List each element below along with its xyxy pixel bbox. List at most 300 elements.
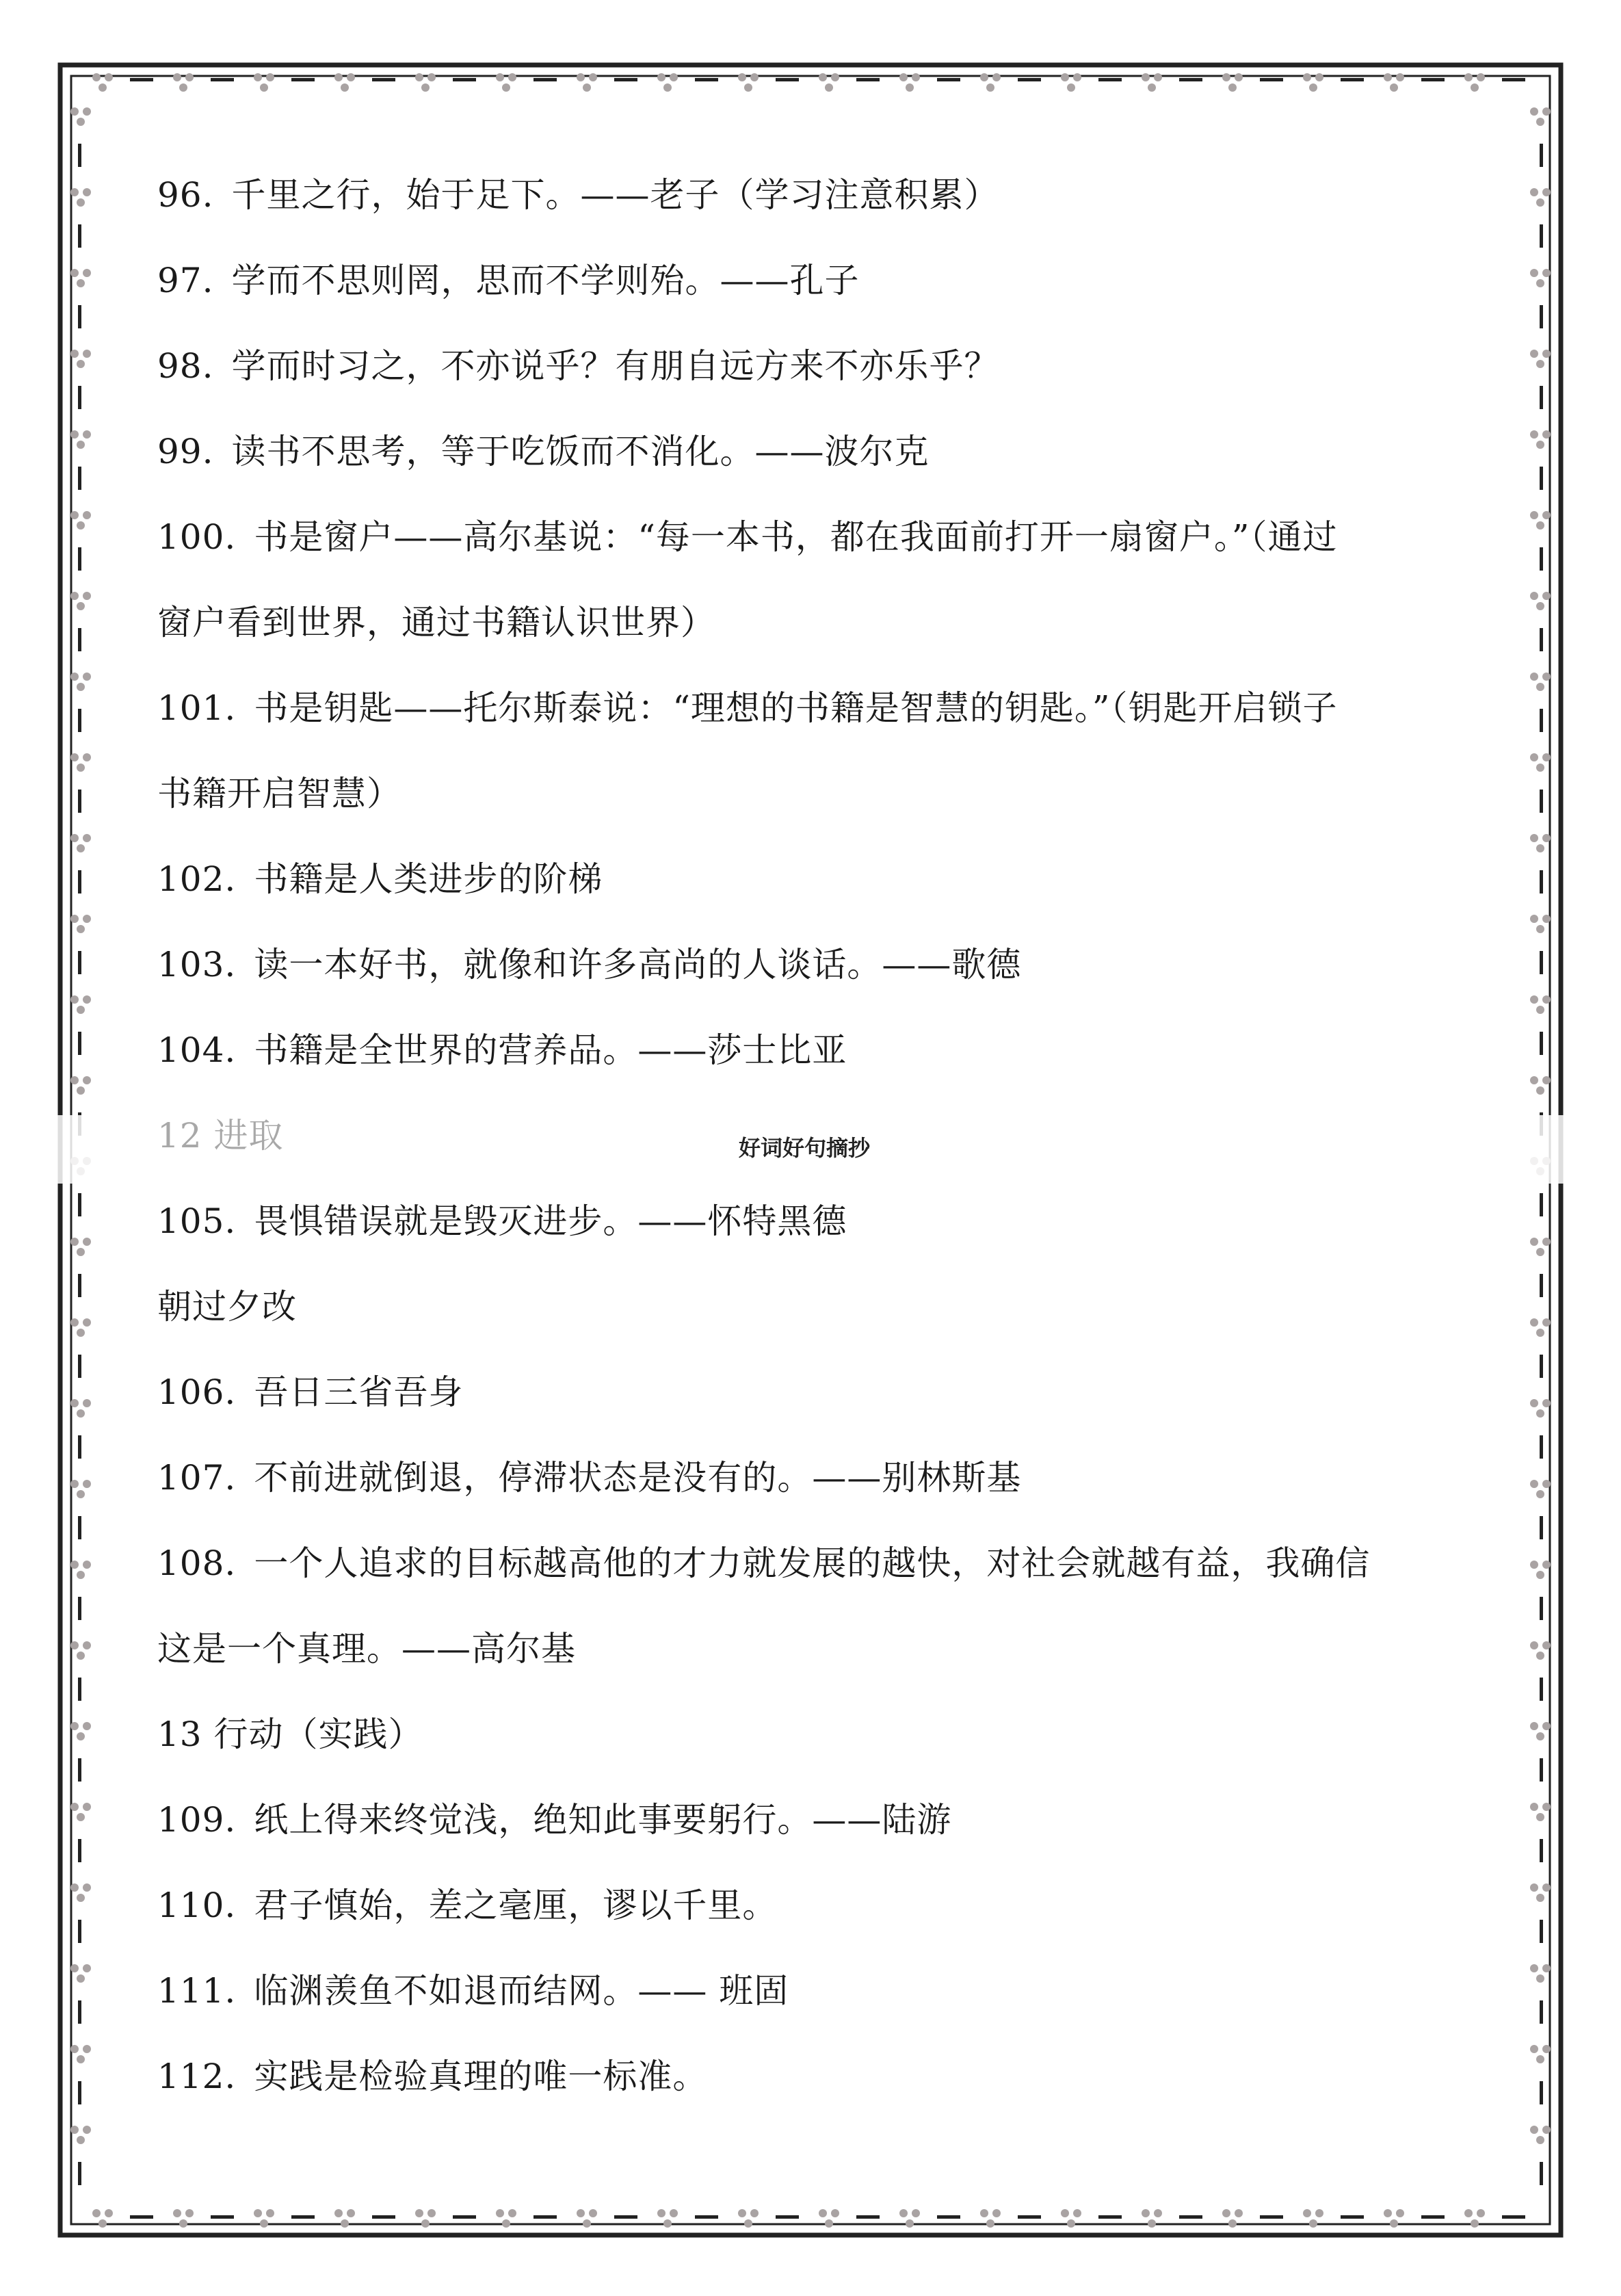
border-dot [77,1490,85,1498]
border-dot [1536,683,1544,691]
border-bar [78,1032,81,1055]
border-dot [70,834,79,842]
border-dot [77,602,85,610]
quote-text: 12 进取 [157,1116,284,1156]
border-dot [583,83,591,92]
border-dot [577,73,585,81]
border-bar [856,78,880,81]
border-dot [1073,2209,1081,2217]
quote-line [157,517,1337,558]
border-dot [70,1883,79,1892]
border-dot [1536,1652,1544,1660]
quote-number: 100. [157,517,237,557]
border-dot [1477,73,1485,81]
border-dot [1471,2219,1479,2228]
quote-number: 97. [157,261,214,300]
border-dot [1542,188,1551,196]
border-dot [1315,73,1323,81]
border-dot [1530,915,1538,923]
border-dot [1390,83,1398,92]
border-dot [1477,2209,1485,2217]
border-dot [1067,2219,1075,2228]
border-dot [70,1076,79,1084]
border-bar [78,1355,81,1378]
border-dot [738,73,746,81]
border-dot [83,995,91,1004]
border-dot [819,2209,827,2217]
quote-line [157,1628,576,1669]
border-dot [1542,350,1551,358]
border-bar [1540,1355,1543,1378]
quote-number: 105. [157,1201,237,1241]
border-dot [1530,995,1538,1004]
quote-line [157,1970,789,2011]
border-bar [1260,78,1283,81]
border-dot [77,1813,85,1821]
border-dot [77,2055,85,2063]
border-dot [70,2126,79,2134]
border-dot [1536,1409,1544,1418]
border-dot [1142,2209,1150,2217]
border-bar [937,78,960,81]
border-dot [83,1964,91,1972]
quote-line [157,1286,297,1327]
border-dot [1464,2209,1473,2217]
border-bar [78,790,81,813]
border-dot [1530,1641,1538,1649]
border-dot [1536,118,1544,126]
border-dot [266,2209,274,2217]
border-dot [83,1480,91,1488]
border-dot [1542,1722,1551,1730]
border-dot [77,764,85,772]
border-dot [83,188,91,196]
border-dot [1315,2209,1323,2217]
quote-line [157,1799,951,1840]
border-dot [508,2209,516,2217]
border-dot [1542,430,1551,439]
quote-line [157,1457,1021,1498]
border-dot [266,73,274,81]
border-dot [1536,1490,1544,1498]
right-edge-fade [1525,1115,1580,1184]
border-bar [78,1758,81,1782]
border-dot [179,2219,187,2228]
border-bar [1421,2215,1445,2219]
quote-text: 朝过夕改 [157,1287,297,1327]
quote-text: 书是钥匙——托尔斯泰说：“理想的书籍是智慧的钥匙。”（钥匙开启锁子 [254,688,1338,728]
border-dot [1530,107,1538,116]
border-dot [1542,107,1551,116]
border-bar [130,2215,153,2219]
border-bar [372,2215,395,2219]
border-dot [1536,1894,1544,1902]
border-bar [614,2215,637,2219]
border-dot [1530,1318,1538,1327]
border-bar [291,78,315,81]
border-bar [211,78,234,81]
border-dot [1530,511,1538,519]
border-bar [78,1435,81,1459]
border-dot [1536,441,1544,449]
border-dot [906,2219,914,2228]
border-dot [83,2126,91,2134]
border-dot [1536,279,1544,287]
border-dot [83,350,91,358]
border-dot [77,1329,85,1337]
watermark-label: 好词好句摘抄 [739,1135,871,1161]
border-bar [78,386,81,409]
border-bar [937,2215,960,2219]
border-dot [1542,2045,1551,2053]
border-dot [1536,360,1544,368]
border-bar [614,78,637,81]
border-dot [77,1652,85,1660]
border-dot [77,1894,85,1902]
border-dot [77,118,85,126]
quote-text: 学而不思则罔，思而不学则殆。——孔子 [231,261,860,300]
border-dot [1235,2209,1243,2217]
quote-line [157,260,860,301]
border-dot [980,73,988,81]
border-dot [496,2209,504,2217]
border-dot [1384,73,1392,81]
border-bar [776,78,799,81]
border-bar [1179,78,1202,81]
border-dot [173,2209,181,2217]
border-dot [750,73,759,81]
quote-line [157,1885,777,1926]
border-dot [1309,2219,1317,2228]
border-dot [1530,1399,1538,1407]
border-bar [1540,305,1543,328]
border-dot [105,73,113,81]
border-dot [70,2045,79,2053]
border-bar [78,1274,81,1297]
border-dot [70,915,79,923]
border-dot [1142,73,1150,81]
section-heading [157,1714,423,1755]
border-bar [130,78,153,81]
border-dot [1542,592,1551,600]
border-dot [83,1399,91,1407]
border-dot [899,2209,908,2217]
border-dot [1396,73,1404,81]
quote-number: 106. [157,1372,237,1412]
border-dot [1542,1076,1551,1084]
border-bar [453,78,476,81]
border-dot [1530,753,1538,761]
quote-number: 103. [157,945,237,984]
border-bar [291,2215,315,2219]
border-bar [1018,78,1041,81]
border-bar [78,1678,81,1701]
quote-line [157,688,1337,729]
border-dot [185,73,194,81]
quote-text: 读一本好书，就像和许多高尚的人谈话。——歌德 [254,945,1022,984]
border-dot [77,2136,85,2144]
border-dot [1542,995,1551,1004]
border-dot [83,1076,91,1084]
border-bar [78,144,81,167]
quote-line [157,859,603,900]
border-dot [899,73,908,81]
border-dot [1542,1480,1551,1488]
quote-text: 这是一个真理。——高尔基 [157,1629,576,1669]
border-bar [1540,1274,1543,1297]
border-bar [1421,78,1445,81]
border-bar [453,2215,476,2219]
border-dot [1542,1238,1551,1246]
border-bar [1540,547,1543,571]
border-dot [1530,1803,1538,1811]
border-bar [776,2215,799,2219]
border-dot [502,83,510,92]
border-dot [577,2209,585,2217]
border-dot [1536,2136,1544,2144]
quote-text: 窗户看到世界，通过书籍认识世界） [157,603,715,642]
border-dot [1390,2219,1398,2228]
quote-text: 书籍是全世界的营养品。——莎士比亚 [254,1030,847,1070]
border-dot [1228,83,1237,92]
border-bar [78,2081,81,2104]
border-dot [1154,73,1162,81]
border-bar [1502,2215,1525,2219]
border-bar [78,1839,81,1862]
border-bar [1540,2162,1543,2185]
border-dot [496,73,504,81]
border-dot [83,1641,91,1649]
border-bar [856,2215,880,2219]
border-dot [502,2219,510,2228]
border-dot [1061,2209,1069,2217]
quote-line [157,1201,847,1242]
border-dot [1536,844,1544,852]
border-dot [334,2209,343,2217]
border-dot [1536,1006,1544,1014]
border-dot [1148,83,1156,92]
border-dot [77,925,85,933]
border-dot [912,73,920,81]
border-dot [347,73,355,81]
quote-number: 96. [157,175,214,215]
quote-text: 不前进就倒退，停滞状态是没有的。——别林斯基 [254,1458,1022,1498]
quote-number: 112. [157,2057,237,2096]
border-dot [1536,764,1544,772]
border-bar [78,305,81,328]
border-dot [427,2209,436,2217]
quote-line [157,1030,847,1071]
border-bar [1540,144,1543,167]
border-dot [83,107,91,116]
quote-line [157,174,999,216]
border-bar [1341,78,1364,81]
border-bar [1540,224,1543,248]
border-dot [1542,834,1551,842]
border-dot [341,2219,349,2228]
border-dot [1542,1641,1551,1649]
border-bar [78,951,81,974]
border-bar [1540,951,1543,974]
border-bar [78,1516,81,1539]
quote-text: 吾日三省吾身 [254,1372,464,1412]
quote-line [157,773,401,814]
border-dot [179,83,187,92]
quote-text: 千里之行，始于足下。——老子（学习注意积累） [231,175,999,215]
border-dot [992,2209,1001,2217]
border-bar [1540,1839,1543,1862]
border-dot [83,673,91,681]
quote-text: 读书不思考，等于吃饭而不消化。——波尔克 [231,432,930,471]
border-dot [1530,2045,1538,2053]
border-dot [421,2219,430,2228]
border-dot [341,83,349,92]
quote-line [157,1372,463,1413]
border-dot [77,844,85,852]
border-bar [1098,2215,1122,2219]
border-dot [1536,1732,1544,1740]
border-dot [1073,73,1081,81]
border-dot [77,1732,85,1740]
border-dot [70,1399,79,1407]
border-bar [1540,1435,1543,1459]
border-bar [78,1920,81,1943]
border-dot [1530,1964,1538,1972]
border-dot [1530,1238,1538,1246]
border-bar [1540,628,1543,651]
border-dot [657,73,665,81]
border-dot [1384,2209,1392,2217]
border-dot [83,1883,91,1892]
border-dot [831,73,839,81]
border-dot [83,511,91,519]
border-dot [77,441,85,449]
border-bar [78,547,81,571]
border-dot [1536,1571,1544,1579]
quote-text: 临渊羡鱼不如退而结网。—— 班固 [254,1971,789,2011]
border-dot [70,188,79,196]
border-bar [1540,467,1543,490]
quote-line [157,944,1021,985]
border-dot [825,2219,833,2228]
border-dot [173,73,181,81]
border-dot [1542,915,1551,923]
border-dot [77,1409,85,1418]
quote-text: 畏惧错误就是毁灭进步。——怀特黑德 [254,1201,847,1241]
border-dot [1530,1561,1538,1569]
border-dot [77,279,85,287]
quote-number: 99. [157,432,214,471]
border-dot [83,430,91,439]
border-dot [70,673,79,681]
border-dot [1536,1248,1544,1256]
border-dot [1530,188,1538,196]
border-dot [83,834,91,842]
quote-number: 101. [157,688,237,728]
quote-line [157,431,930,472]
border-bar [1540,790,1543,813]
quote-text: 君子慎始，差之毫厘，谬以千里。 [254,1886,778,1925]
border-dot [77,521,85,530]
border-dot [83,1803,91,1811]
border-dot [508,73,516,81]
border-dot [1222,2209,1230,2217]
border-dot [1536,1086,1544,1095]
border-dot [1542,1561,1551,1569]
border-dot [1542,1964,1551,1972]
border-dot [415,73,423,81]
quote-number: 98. [157,346,214,386]
border-dot [1067,83,1075,92]
border-bar [78,709,81,732]
border-dot [77,683,85,691]
border-bar [1540,1516,1543,1539]
quote-text: 书籍是人类进步的阶梯 [254,859,603,899]
border-dot [83,1722,91,1730]
border-bar [1018,2215,1041,2219]
border-dot [77,1571,85,1579]
border-dot [912,2209,920,2217]
border-dot [1542,511,1551,519]
border-dot [70,995,79,1004]
border-dot [992,73,1001,81]
border-dot [1536,602,1544,610]
border-dot [185,2209,194,2217]
border-bar [78,224,81,248]
border-dot [77,1974,85,1983]
border-dot [589,73,597,81]
border-bar [1341,2215,1364,2219]
border-dot [1542,2126,1551,2134]
border-dot [83,269,91,277]
border-bar [372,78,395,81]
border-dot [1536,2055,1544,2063]
border-dot [70,350,79,358]
border-dot [657,2209,665,2217]
quote-text: 纸上得来终觉浅，绝知此事要躬行。——陆游 [254,1800,952,1840]
border-dot [1530,350,1538,358]
quote-number: 108. [157,1543,237,1583]
border-dot [1542,1803,1551,1811]
border-dot [415,2209,423,2217]
border-bar [78,467,81,490]
quote-text: 13 行动（实践） [157,1714,423,1754]
border-dot [92,2209,101,2217]
quote-number: 104. [157,1030,237,1070]
border-dot [254,2209,262,2217]
border-dot [1542,1318,1551,1327]
quote-text: 书籍开启智慧） [157,774,401,813]
border-bar [211,2215,234,2219]
border-dot [1309,83,1317,92]
border-dot [260,83,268,92]
quote-line [157,1543,1370,1584]
border-dot [1530,2126,1538,2134]
border-dot [1530,1722,1538,1730]
border-dot [83,753,91,761]
border-dot [589,2209,597,2217]
quote-number: 102. [157,859,237,899]
border-dot [670,2209,678,2217]
border-dot [744,2219,752,2228]
section-heading [157,1115,284,1156]
border-dot [1530,834,1538,842]
border-dot [1303,73,1311,81]
border-dot [70,1641,79,1649]
border-dot [819,73,827,81]
border-bar [1540,2081,1543,2104]
border-dot [334,73,343,81]
